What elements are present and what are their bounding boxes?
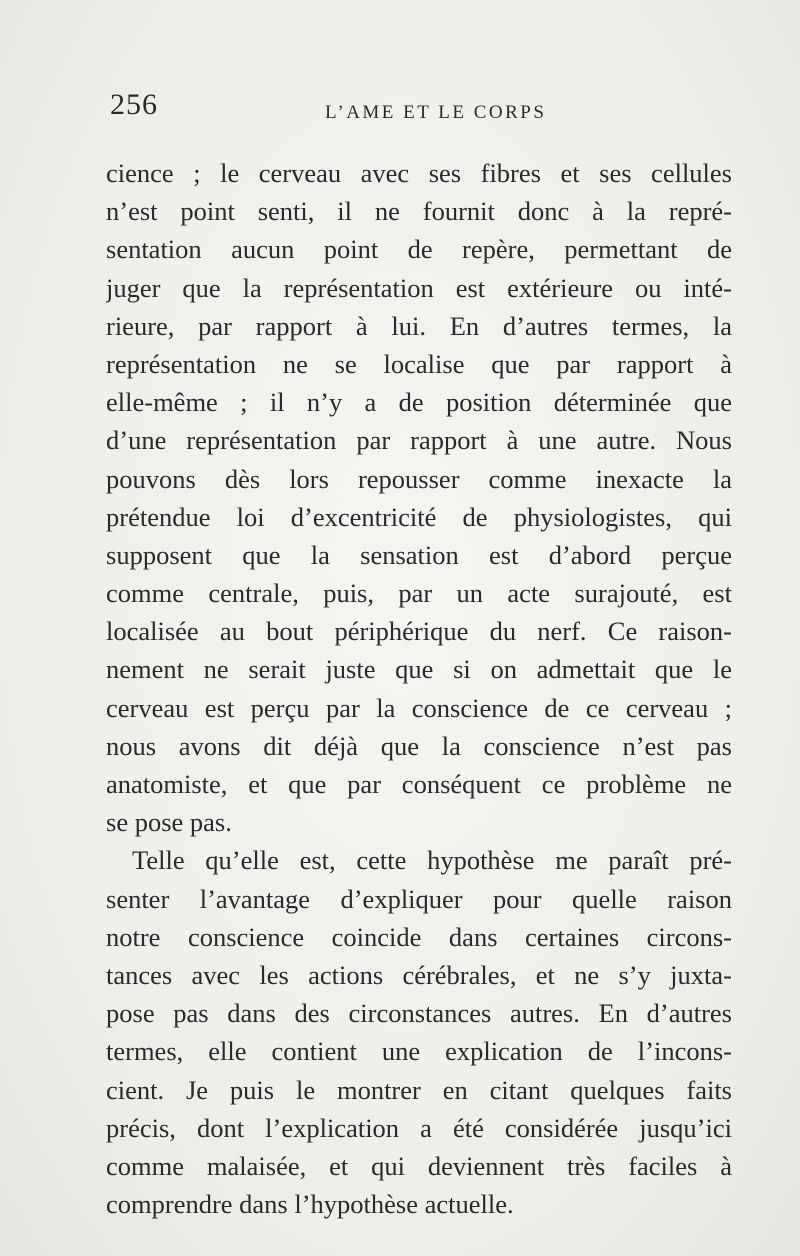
text-line: notre conscience coincide dans certaines circons- (106, 921, 732, 952)
text-line: nement ne serait juste que si on admettait que le (106, 654, 732, 685)
text-line: se pose pas. (106, 807, 232, 838)
text-line: représentation ne se localise que par rapport à (106, 348, 732, 379)
text-line: supposent que la sensation est d’abord perçue (106, 539, 732, 570)
text-line: anatomiste, et que par conséquent ce problème ne (106, 769, 732, 799)
text-line: pouvons dès lors repousser comme inexacte la (106, 463, 732, 494)
page-number: 256 (110, 88, 158, 121)
text-line: rieure, par rapport à lui. En d’autres termes, la (106, 310, 732, 341)
text-line: précis, dont l’explication a été considérée jusqu’ici (106, 1112, 732, 1143)
text-line: comprendre dans l’hypothèse actuelle. (106, 1189, 514, 1220)
page-header (110, 88, 735, 128)
text-line: Telle qu’elle est, cette hypothèse me paraît pré- (132, 845, 732, 876)
text-line: cient. Je puis le montrer en citant quelques faits (106, 1074, 732, 1105)
text-line: d’une représentation par rapport à une autre. Nous (106, 425, 732, 456)
text-line: cerveau est perçu par la conscience de ce cerveau ; (106, 692, 732, 723)
text-line: localisée au bout périphérique du nerf. Ce raison- (106, 616, 732, 647)
text-line: juger que la représentation est extérieure ou inté- (106, 272, 732, 303)
paragraph (106, 841, 732, 1223)
text-line: cience ; le cerveau avec ses fibres et ses cellules (106, 158, 732, 188)
text-line: comme malaisée, et qui deviennent très faciles à (106, 1150, 732, 1181)
text-line: termes, elle contient une explication de l’incons- (106, 1036, 732, 1067)
text-line: pose pas dans des circonstances autres. En d’autres (106, 998, 732, 1029)
text-line: n’est point senti, il ne fournit donc à la repré- (106, 196, 732, 227)
text-line: sentation aucun point de repère, permettant de (106, 234, 732, 265)
text-line: prétendue loi d’excentricité de physiologistes, qui (106, 501, 732, 532)
body-text (106, 154, 732, 1223)
text-line: senter l’avantage d’expliquer pour quelle raison (106, 883, 732, 914)
text-line: tances avec les actions cérébrales, et ne s’y juxta- (106, 959, 732, 990)
text-line: nous avons dit déjà que la conscience n’est pas (106, 730, 732, 761)
paragraph (106, 154, 732, 841)
text-line: elle-même ; il n’y a de position déterminée que (106, 387, 732, 418)
text-line: comme centrale, puis, par un acte surajouté, est (106, 578, 732, 609)
running-title: L’AME ET LE CORPS (325, 102, 547, 123)
